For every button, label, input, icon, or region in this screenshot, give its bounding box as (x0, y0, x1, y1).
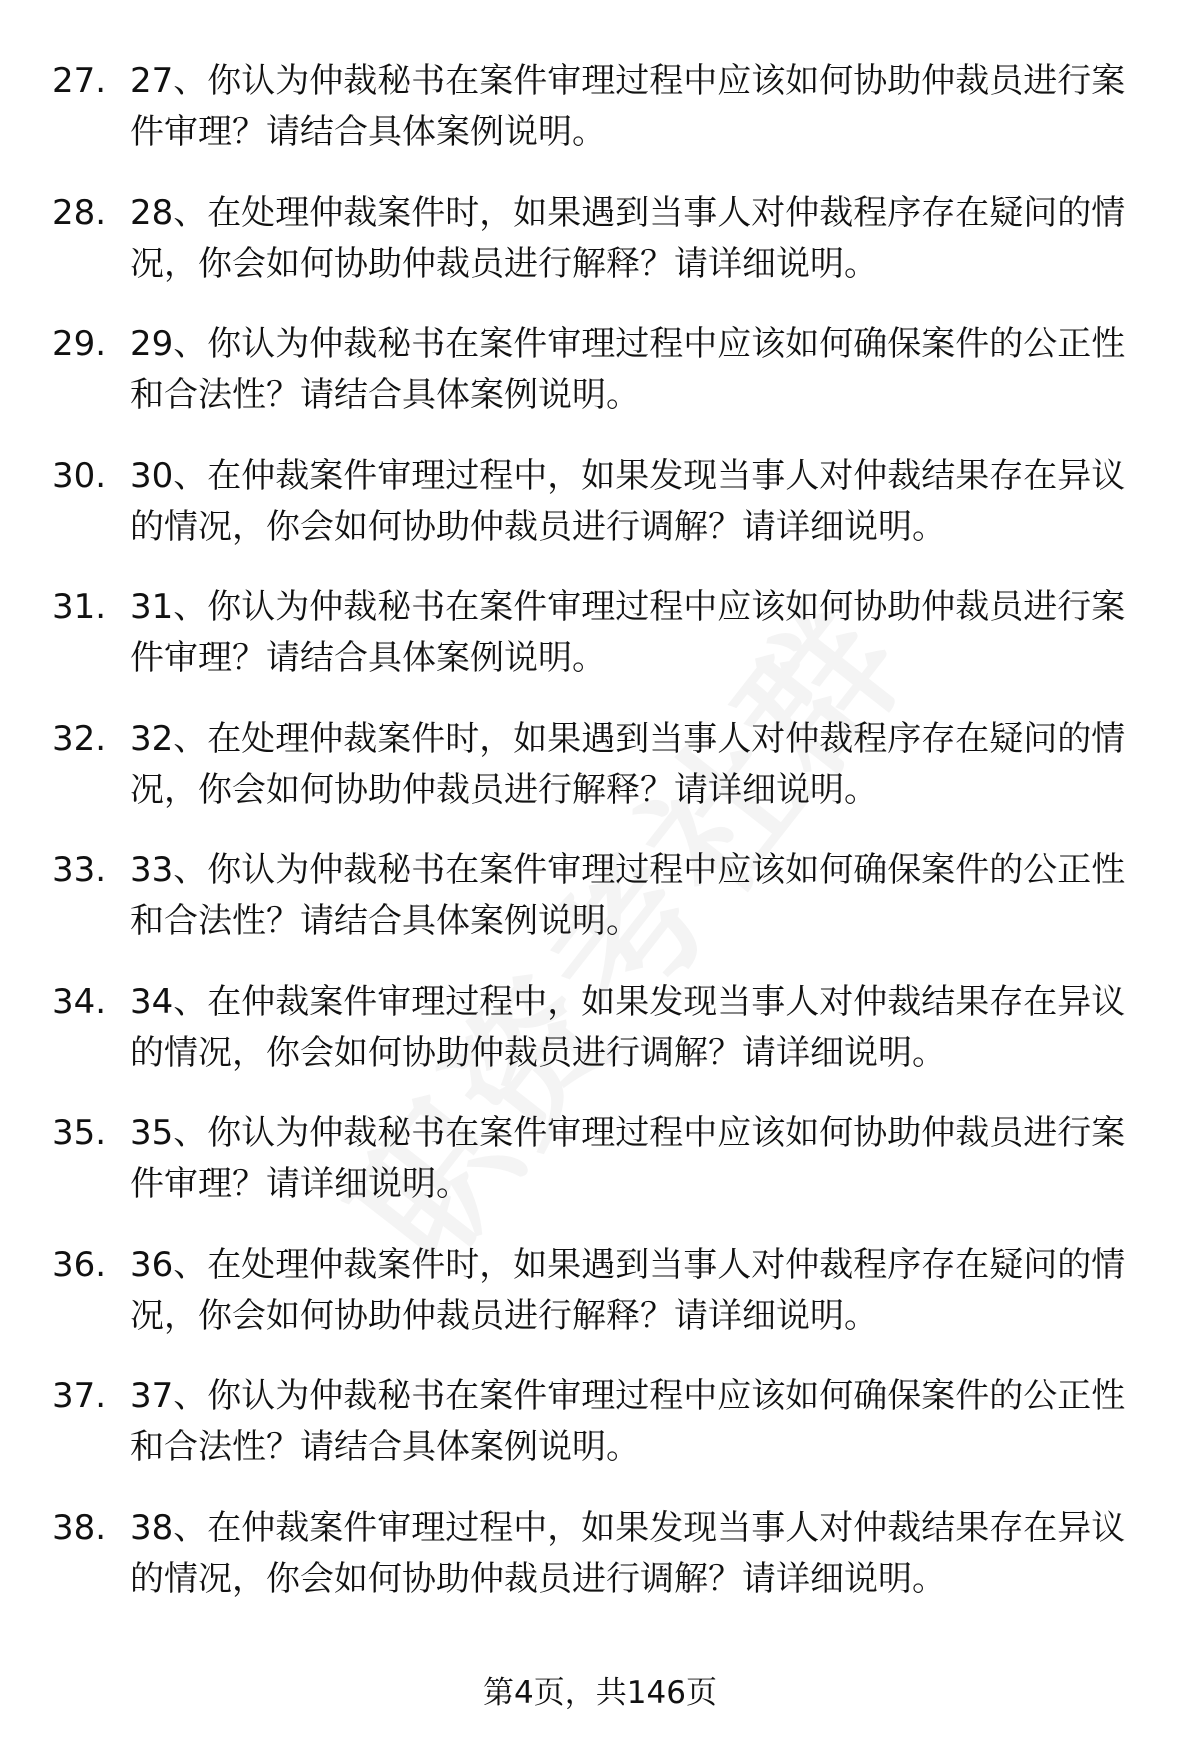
question-text: 34、在仲裁案件审理过程中，如果发现当事人对仲裁结果存在异议的情况，你会如何协助仲裁员进行调解？请详细说明。 (130, 981, 1126, 1073)
list-item (0, 582, 1200, 714)
question-text: 28、在处理仲裁案件时，如果遇到当事人对仲裁程序存在疑问的情况，你会如何协助仲裁员进行解释？请详细说明。 (130, 192, 1126, 284)
list-item (0, 1240, 1200, 1372)
question-text: 36、在处理仲裁案件时，如果遇到当事人对仲裁程序存在疑问的情况，你会如何协助仲裁员进行解释？请详细说明。 (130, 1244, 1126, 1336)
question-number: 37. (52, 1376, 107, 1416)
list-item (0, 1371, 1200, 1503)
question-list (0, 56, 1200, 1634)
question-text: 29、你认为仲裁秘书在案件审理过程中应该如何确保案件的公正性和合法性？请结合具体案例说明。 (130, 324, 1126, 415)
list-item (0, 188, 1200, 320)
list-item (0, 1108, 1200, 1240)
page-indicator: 第4页，共146页 (483, 1675, 717, 1711)
question-text: 27、你认为仲裁秘书在案件审理过程中应该如何协助仲裁员进行案件审理？请结合具体案例说明。 (130, 61, 1126, 152)
list-item (0, 714, 1200, 846)
question-number: 31. (52, 587, 107, 627)
question-number: 29. (52, 324, 107, 364)
question-number: 27. (52, 61, 107, 101)
list-item (0, 451, 1200, 583)
question-number: 28. (52, 192, 107, 233)
question-text: 37、你认为仲裁秘书在案件审理过程中应该如何确保案件的公正性和合法性？请结合具体案例说明。 (130, 1376, 1126, 1467)
list-item (0, 1503, 1200, 1635)
question-number: 34. (52, 981, 107, 1022)
question-text: 35、你认为仲裁秘书在案件审理过程中应该如何协助仲裁员进行案件审理？请详细说明。 (130, 1113, 1126, 1204)
list-item (0, 977, 1200, 1109)
question-text: 38、在仲裁案件审理过程中，如果发现当事人对仲裁结果存在异议的情况，你会如何协助仲裁员进行调解？请详细说明。 (130, 1507, 1126, 1599)
question-text: 33、你认为仲裁秘书在案件审理过程中应该如何确保案件的公正性和合法性？请结合具体案例说明。 (130, 850, 1126, 941)
list-item (0, 56, 1200, 188)
question-number: 30. (52, 455, 107, 496)
question-number: 33. (52, 850, 107, 890)
question-number: 38. (52, 1507, 107, 1548)
question-number: 35. (52, 1113, 107, 1153)
question-text: 32、在处理仲裁案件时，如果遇到当事人对仲裁程序存在疑问的情况，你会如何协助仲裁员进行解释？请详细说明。 (130, 718, 1126, 810)
list-item (0, 319, 1200, 451)
question-text: 30、在仲裁案件审理过程中，如果发现当事人对仲裁结果存在异议的情况，你会如何协助仲裁员进行调解？请详细说明。 (130, 455, 1126, 547)
question-number: 36. (52, 1244, 107, 1285)
question-text: 31、你认为仲裁秘书在案件审理过程中应该如何协助仲裁员进行案件审理？请结合具体案例说明。 (130, 587, 1126, 678)
question-number: 32. (52, 718, 107, 759)
list-item (0, 845, 1200, 977)
